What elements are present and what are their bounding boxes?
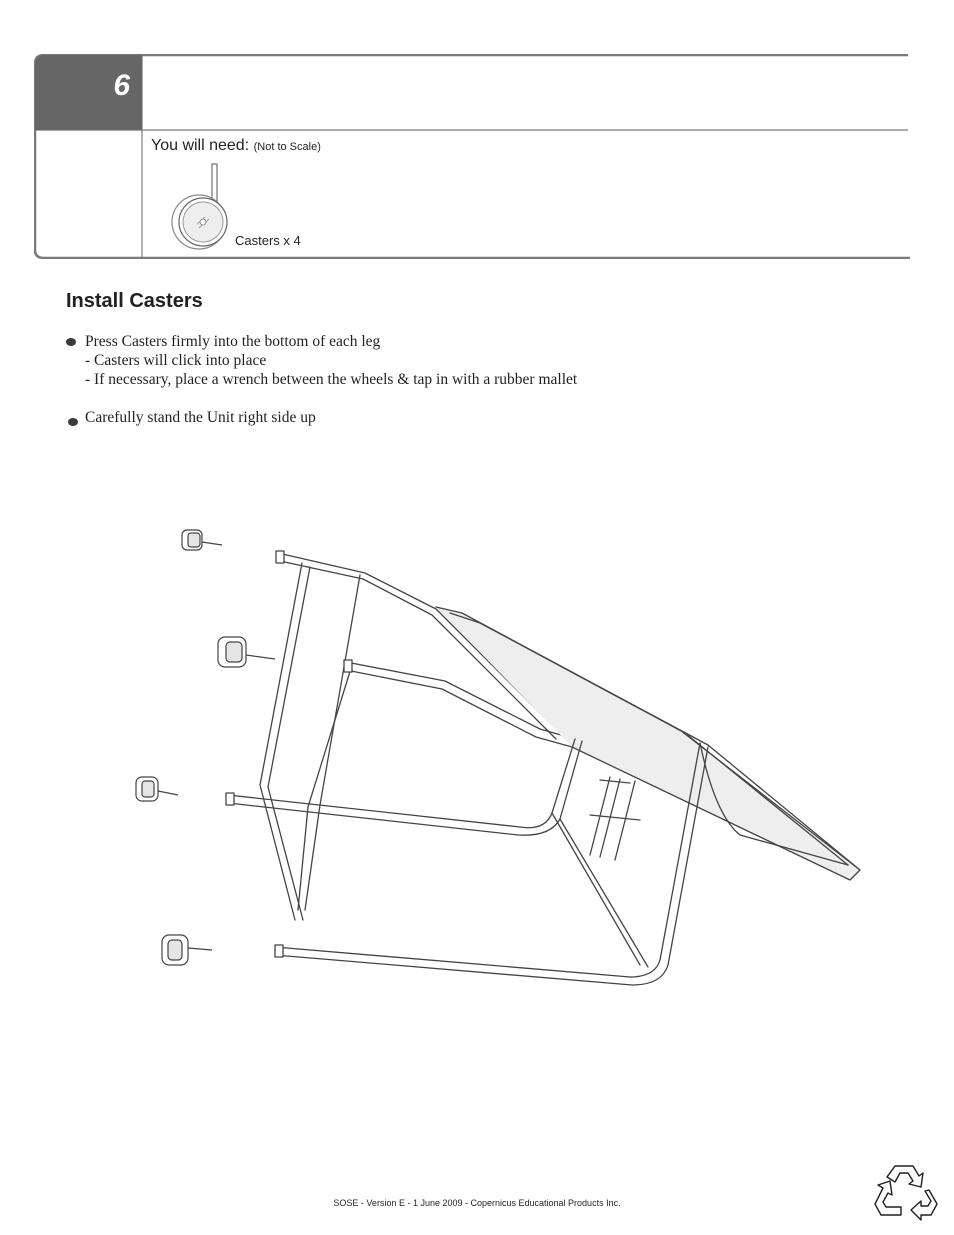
recycle-icon [873,1160,939,1222]
instruction-subitem: - If necessary, place a wrench between the wheels & tap in with a rubber mallet [85,371,578,388]
you-will-need-text: You will need: [151,137,250,154]
you-will-need-label [151,137,321,155]
section-title: Install Casters [66,290,203,312]
bullet-icon [68,418,78,426]
caster-icon [136,777,178,801]
instruction-line: Carefully stand the Unit right side up [85,409,316,426]
step-number: 6 [113,69,130,102]
instruction-subitem: - Casters will click into place [85,352,267,369]
caster-icon [218,637,275,667]
footer-text: SOSE - Version E - 1 June 2009 - Copernicus Educational Products Inc. [333,1198,621,1208]
bullet-icon [66,338,76,346]
caster-icon [169,162,239,252]
scale-note: (Not to Scale) [253,141,321,153]
instruction-line: Press Casters firmly into the bottom of each leg [85,333,381,350]
frame-illustration [120,515,880,1005]
step-header-box [34,54,934,259]
casters-caption: Casters x 4 [235,233,301,248]
caster-icon [162,935,212,965]
caster-icon [182,530,222,550]
step-number-cell [35,55,142,130]
